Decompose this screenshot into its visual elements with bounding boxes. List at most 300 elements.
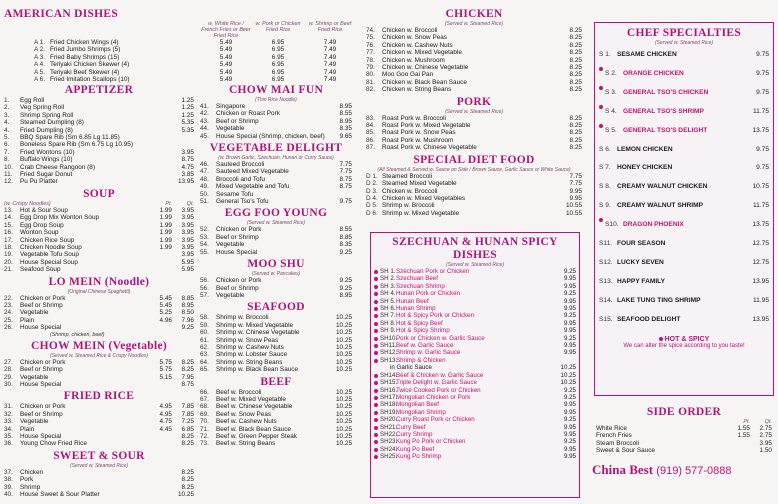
menu-item-row <box>366 202 582 209</box>
item-name: Shrimp w. Black Bean Sauce <box>216 366 299 374</box>
item-code: 66. <box>200 388 209 396</box>
american-dishes-headers <box>4 21 356 39</box>
item-code: A 1. <box>34 39 46 46</box>
item-name: Shrimp w. Lobster Sauce <box>216 351 288 359</box>
item-code: SH22. <box>380 430 398 438</box>
hot-pepper-icon <box>374 403 378 407</box>
item-price: 3.95 <box>181 236 194 244</box>
side-pt: Pt. <box>743 419 750 425</box>
item-code: D 4. <box>366 194 378 202</box>
sweetsour-title: SWEET & SOUR <box>53 449 145 462</box>
item-code: SH25. <box>380 453 398 461</box>
item-price: 6.95 <box>271 46 285 54</box>
item-code: A 5. <box>34 68 46 76</box>
item-code: S15. <box>599 315 613 323</box>
item-name: GENERAL TSO'S DELIGHT <box>623 126 708 134</box>
hot-pepper-icon <box>374 389 378 393</box>
item-name: BBQ Spare Rib (Sm 6.85 Lg 11.85) <box>20 134 120 142</box>
item-name: Chicken w. Chinese Vegetable <box>382 64 469 72</box>
menu-item-row <box>200 344 352 351</box>
item-code: D 6. <box>366 209 378 217</box>
item-code: SH21. <box>380 423 398 431</box>
item-price: 10.25 <box>336 425 352 433</box>
menu-item-row <box>374 342 576 349</box>
item-name: Chicken w. Mushroom <box>382 56 445 64</box>
item-code: 84. <box>366 122 375 130</box>
chef-list <box>595 46 773 330</box>
item-price: 1.99 <box>159 243 172 251</box>
item-name: Vegetable <box>20 418 49 426</box>
pork-title: PORK <box>456 95 492 108</box>
item-code: SH24. <box>380 445 398 453</box>
menu-item-row <box>4 244 194 251</box>
menu-item-row <box>4 164 194 171</box>
item-code: 4. <box>4 119 10 127</box>
menu-item-row <box>200 418 352 425</box>
item-price: 4.96 <box>159 316 172 324</box>
item-code: 81. <box>366 78 375 86</box>
menu-item-row <box>4 61 374 68</box>
item-price: 7.75 <box>569 180 582 188</box>
item-name: Curry Shrimp <box>396 430 433 438</box>
soup-title: SOUP <box>83 187 115 200</box>
hot-pepper-icon <box>599 67 603 71</box>
item-name: General Tso's Tofu <box>216 198 269 206</box>
item-code: D 2. <box>366 180 378 188</box>
item-name: Beef w. Broccoli <box>216 388 262 396</box>
item-code: 5. <box>4 134 10 142</box>
menu-column-center-left <box>200 82 352 500</box>
menu-item-row <box>4 39 374 46</box>
item-name: House Special (Shrimp, chicken, beef) <box>216 132 325 140</box>
item-price: 10.25 <box>336 358 352 366</box>
item-price: 9.95 <box>563 349 576 357</box>
item-name: Beef w. Cashew Nuts <box>216 418 277 426</box>
menu-item-row <box>366 115 582 122</box>
item-name: SEAFOOD DELIGHT <box>617 315 681 323</box>
side-order-section <box>596 404 772 455</box>
menu-item-row <box>4 178 194 185</box>
menu-item-row <box>374 364 576 371</box>
item-code: A 2. <box>34 46 46 54</box>
item-price <box>728 440 750 447</box>
item-price: 7.49 <box>323 46 337 54</box>
item-code: 6. <box>4 141 10 149</box>
item-price: 9.65 <box>339 132 352 140</box>
item-code: S 8. <box>599 183 611 191</box>
menu-item-row <box>599 292 769 311</box>
item-code: 35. <box>4 433 13 441</box>
item-code: 59. <box>200 321 209 329</box>
menu-item-row <box>200 366 352 373</box>
item-price: 9.95 <box>563 453 576 461</box>
item-price: 7.95 <box>181 373 194 381</box>
item-name: GENERAL TSO'S SHRIMP <box>623 107 704 115</box>
menu-item-row <box>200 426 352 433</box>
item-name: Veg Spring Roll <box>20 104 65 112</box>
item-price: 9.25 <box>563 312 576 320</box>
item-price: 9.25 <box>563 393 576 401</box>
menu-item-row <box>4 156 194 163</box>
item-price: 8.25 <box>569 122 582 130</box>
item-price: 9.75 <box>756 69 769 77</box>
item-code: SH 2. <box>380 275 396 283</box>
menu-item-row <box>366 57 582 64</box>
item-name: House Special <box>20 433 62 441</box>
item-name: Buffalo Wings (10) <box>20 156 73 164</box>
item-price: 4.95 <box>159 403 172 411</box>
item-name: Teriyaki Beef Skewer (4) <box>50 68 120 76</box>
item-code: SH 7. <box>380 312 396 320</box>
item-code: SH 5. <box>380 297 396 305</box>
item-name: Beef w. Snow Peas <box>216 410 272 418</box>
item-price: 2.75 <box>759 432 772 440</box>
item-code: 34. <box>4 425 13 433</box>
item-name: Fried Wontons (10) <box>20 148 75 156</box>
hot-pepper-icon <box>374 374 378 378</box>
menu-item-row <box>4 469 194 476</box>
item-code: 32. <box>4 410 13 418</box>
item-code: 51. <box>200 198 209 206</box>
item-price: 3.95 <box>181 243 194 251</box>
item-name: GENERAL TSO'S CHICKEN <box>623 88 709 96</box>
item-price <box>554 357 576 364</box>
item-name: Beef w. Mixed Vegetable <box>216 395 286 403</box>
menu-item-row <box>4 266 194 273</box>
item-code: 22. <box>4 294 13 302</box>
item-price: 4.95 <box>159 410 172 418</box>
item-name: Roast Pork w. Broccoli <box>382 114 446 122</box>
friedrice-list <box>4 403 194 447</box>
item-code: SH 6. <box>380 305 396 313</box>
item-code: S 5. <box>605 126 617 134</box>
item-price: 5.45 <box>159 294 172 302</box>
item-name: Chicken w. Mixed Vegetables <box>382 194 466 202</box>
item-price: 9.95 <box>569 194 582 202</box>
menu-item-row <box>599 159 769 178</box>
item-code: 30. <box>4 380 13 388</box>
menu-item-row <box>366 173 582 180</box>
item-name: Szechuan Beef <box>396 275 438 283</box>
menu-item-row <box>366 122 582 129</box>
item-price: 1.25 <box>181 97 194 104</box>
menu-item-row <box>374 320 576 327</box>
menu-item-row <box>4 69 374 76</box>
item-name: Wonton Soup <box>20 229 59 237</box>
menu-item-row <box>366 42 582 49</box>
item-price: 12.75 <box>752 240 769 248</box>
item-price <box>330 191 352 198</box>
item-price: 10.25 <box>336 388 352 396</box>
item-code: 11. <box>4 171 13 179</box>
item-price: 5.45 <box>159 301 172 309</box>
item-name: House Special <box>20 324 62 332</box>
hot-pepper-icon <box>374 381 378 385</box>
item-code: 13. <box>4 206 13 214</box>
item-name: Mongolian Beef <box>396 401 439 409</box>
menu-item-row <box>599 235 769 254</box>
item-price: 9.25 <box>563 438 576 446</box>
soup-pt: Pt. <box>165 200 172 207</box>
vegetable-note: (w. Brown Garlic, Szechuan, Hunan or Curry Sauce) <box>218 155 334 162</box>
menu-item-row <box>4 433 194 440</box>
menu-item-row <box>200 234 352 241</box>
item-name: Roast Pork w. Snow Peas <box>382 129 456 137</box>
item-name: Fried Chicken Wings (4) <box>50 39 119 46</box>
item-price: 9.95 <box>563 445 576 453</box>
item-name: HAPPY FAMILY <box>617 277 666 285</box>
item-name: Beef or Shrimp <box>20 366 63 374</box>
item-price: 8.75 <box>339 183 352 191</box>
item-code: A 6. <box>34 76 46 84</box>
lomein-shrimp-note: (Shrimp, chicken, beef) <box>50 331 105 338</box>
menu-item-row <box>366 195 582 202</box>
item-price: 10.55 <box>566 209 582 217</box>
menu-item-row <box>599 122 769 141</box>
menu-item-row <box>200 183 352 190</box>
item-code: S 3. <box>605 88 617 96</box>
item-price: 5.15 <box>159 373 172 381</box>
item-price: 7.96 <box>181 316 194 324</box>
item-price: 9.75 <box>756 164 769 172</box>
item-price: 8.25 <box>569 41 582 49</box>
menu-item-row <box>200 103 352 110</box>
item-name: Chicken or Pork <box>20 294 66 302</box>
menu-item-row <box>596 447 772 454</box>
menu-item-row <box>4 484 194 491</box>
menu-item-row <box>4 324 194 331</box>
menu-item-row <box>374 349 576 356</box>
seafood-list <box>200 314 352 373</box>
item-name: Beef & Chicken w. Garlic Sauce <box>396 371 484 379</box>
item-code: 60. <box>200 329 209 337</box>
item-name: ORANGE CHICKEN <box>623 69 684 77</box>
item-price: 9.25 <box>339 248 352 256</box>
item-name: Steam Broccoli <box>596 439 639 447</box>
menu-item-row <box>374 379 576 386</box>
item-price: 5.35 <box>181 119 194 127</box>
item-name: Young Chow Fried Rice <box>20 440 87 448</box>
item-code: 38. <box>4 476 13 484</box>
item-name: Szechuan Pork or Chicken <box>396 268 470 275</box>
item-price: 7.49 <box>323 68 337 76</box>
item-price: 11.75 <box>752 202 769 210</box>
menu-item-row <box>200 249 352 256</box>
item-code: 78. <box>366 56 375 64</box>
item-name: Shrimp w. Mixed Vegetable <box>216 321 294 329</box>
item-code: 15. <box>4 221 13 229</box>
item-name: LAKE TUNG TING SHRIMP <box>617 296 701 304</box>
item-price: 8.25 <box>569 27 582 34</box>
menu-item-row <box>374 446 576 453</box>
item-price: 9.25 <box>181 324 194 332</box>
item-price: 3.95 <box>181 221 194 229</box>
item-price: 9.95 <box>563 423 576 431</box>
menu-item-row <box>366 86 582 93</box>
hot-pepper-icon <box>374 455 378 459</box>
item-name: Beef w. String Beans <box>216 440 276 448</box>
item-code: 31. <box>4 403 13 411</box>
menu-item-row <box>4 411 194 418</box>
szechuan-note: (Served w. Steamed Rice) <box>445 262 505 268</box>
item-name: Pork <box>20 476 34 484</box>
menu-item-row <box>4 317 194 324</box>
menu-item-row <box>200 403 352 410</box>
item-code: 16. <box>4 229 13 237</box>
item-price: 5.95 <box>181 258 194 266</box>
item-price: 7.75 <box>339 161 352 169</box>
item-price <box>150 324 172 331</box>
item-price: 7.49 <box>323 76 337 84</box>
item-name: Szechuan Shrimp <box>396 282 445 290</box>
item-name: Vegetable <box>216 241 245 249</box>
item-price: 10.25 <box>336 366 352 374</box>
item-name: Chicken or Pork <box>20 358 66 366</box>
item-code: 50. <box>200 190 209 198</box>
item-name: SESAME CHICKEN <box>617 51 677 58</box>
item-code: 44. <box>200 125 209 133</box>
item-name: Vegetable <box>20 373 49 381</box>
chicken-note: (Served w. Steamed Rice) <box>444 21 504 27</box>
item-code: 62. <box>200 343 209 351</box>
item-price: 10.25 <box>560 371 576 379</box>
item-code: 8. <box>4 156 10 164</box>
item-price: 9.75 <box>756 51 769 58</box>
menu-item-row <box>4 97 194 104</box>
item-name: Chicken w. Cashew Nuts <box>382 41 453 49</box>
item-name: Plain <box>20 316 35 324</box>
chowmaifun-note: (Thin Rice Noodle) <box>255 97 297 103</box>
item-price: 3.95 <box>759 439 772 447</box>
menu-item-row <box>596 432 772 439</box>
lomein-note: (Original Chinese Spaghetti) <box>67 288 131 295</box>
item-code: 69. <box>200 410 209 418</box>
item-price: 9.95 <box>563 327 576 335</box>
menu-item-row <box>596 440 772 447</box>
menu-item-row <box>200 329 352 336</box>
hot-pepper-icon <box>374 314 378 318</box>
hot-pepper-icon <box>374 337 378 341</box>
menu-item-row <box>374 298 576 305</box>
brand-name: China Best <box>592 462 654 477</box>
item-name: Chicken or Pork <box>216 277 262 285</box>
item-price: 12.75 <box>752 258 769 266</box>
item-price: 8.75 <box>339 175 352 183</box>
item-name: Chicken w. Snow Peas <box>382 34 448 42</box>
item-price: 5.49 <box>219 53 233 61</box>
menu-item-row <box>599 311 769 330</box>
menu-item-row <box>4 149 194 156</box>
menu-item-row <box>4 112 194 119</box>
menu-item-row <box>4 214 194 221</box>
item-code: 43. <box>200 117 209 125</box>
sweetsour-list <box>4 469 194 499</box>
menu-item-row <box>200 133 352 140</box>
item-code: 77. <box>366 49 375 57</box>
hot-pepper-icon <box>374 322 378 326</box>
item-name: Vegetable <box>216 125 245 133</box>
beef-list <box>200 389 352 448</box>
item-price <box>150 433 172 440</box>
item-name: Chicken w. Broccoli <box>382 187 438 195</box>
item-code: SH 4. <box>380 290 396 298</box>
item-code: SH11. <box>380 342 397 350</box>
item-name: HONEY CHICKEN <box>617 164 673 172</box>
item-price: 10.25 <box>336 343 352 351</box>
item-code: 63. <box>200 351 209 359</box>
item-price: 6.95 <box>271 61 285 69</box>
item-name: Chicken Noodle Soup <box>20 243 82 251</box>
item-price: 6.95 <box>271 68 285 76</box>
item-name: Fried Imitation Scallops (10) <box>50 76 130 84</box>
menu-item-row <box>200 359 352 366</box>
item-name: Beef w. Green Pepper Steak <box>216 433 297 440</box>
item-price: 9.25 <box>563 290 576 298</box>
hot-pepper-icon <box>374 307 378 311</box>
item-price: 5.49 <box>219 39 233 46</box>
item-code: S 4. <box>605 107 617 115</box>
item-price: 8.55 <box>339 110 352 118</box>
menu-item-row <box>366 79 582 86</box>
item-name: Shrimp w. Garlic Sauce <box>396 349 461 357</box>
beef-title: BEEF <box>260 375 292 388</box>
item-code: 19. <box>4 251 13 259</box>
mooshu-title: MOO SHU <box>247 258 305 271</box>
menu-item-row <box>4 418 194 425</box>
szechuan-list <box>371 268 579 461</box>
item-name: Chicken w. Broccoli <box>382 27 438 34</box>
item-name: Shrimp w. Snow Peas <box>216 336 279 344</box>
item-price <box>150 259 172 266</box>
item-price: 8.25 <box>181 483 194 491</box>
menu-item-row <box>4 295 194 302</box>
menu-item-row <box>599 46 769 65</box>
item-code: D 5. <box>366 202 378 210</box>
item-code: 46. <box>200 161 209 169</box>
item-price: 10.25 <box>336 351 352 359</box>
item-name: Curry Beef <box>396 423 426 431</box>
item-price: 9.25 <box>339 277 352 285</box>
item-price: 3.95 <box>181 206 194 214</box>
item-code: 75. <box>366 34 375 42</box>
menu-item-row <box>4 491 194 498</box>
item-name: Mongolian Chicken or Pork <box>396 393 471 401</box>
item-code: 48. <box>200 175 209 183</box>
menu-item-row <box>200 191 352 198</box>
item-code: 76. <box>366 41 375 49</box>
item-code: 40. <box>4 491 13 499</box>
item-name: House Special <box>216 248 258 256</box>
item-name: Vegetable <box>216 291 245 299</box>
item-name: Hot & Sour Soup <box>20 206 68 214</box>
menu-item-row <box>200 433 352 440</box>
item-name: LEMON CHICKEN <box>617 145 673 153</box>
menu-item-row <box>200 396 352 403</box>
brand-phone: (919) 577-0888 <box>656 465 732 477</box>
menu-item-row <box>200 110 352 117</box>
item-code: 24. <box>4 309 13 317</box>
soup-list <box>4 207 194 274</box>
item-code: 23. <box>4 301 13 309</box>
item-price: 6.95 <box>271 53 285 61</box>
menu-item-row <box>4 119 194 126</box>
hot-pepper-icon <box>374 418 378 422</box>
item-name: Chicken or Roast Pork <box>216 110 280 118</box>
item-code: 25. <box>4 316 13 324</box>
sweetsour-note: (Served w. Steamed Rice) <box>69 462 129 469</box>
hot-pepper-icon <box>374 448 378 452</box>
item-code: SH18. <box>380 401 398 409</box>
